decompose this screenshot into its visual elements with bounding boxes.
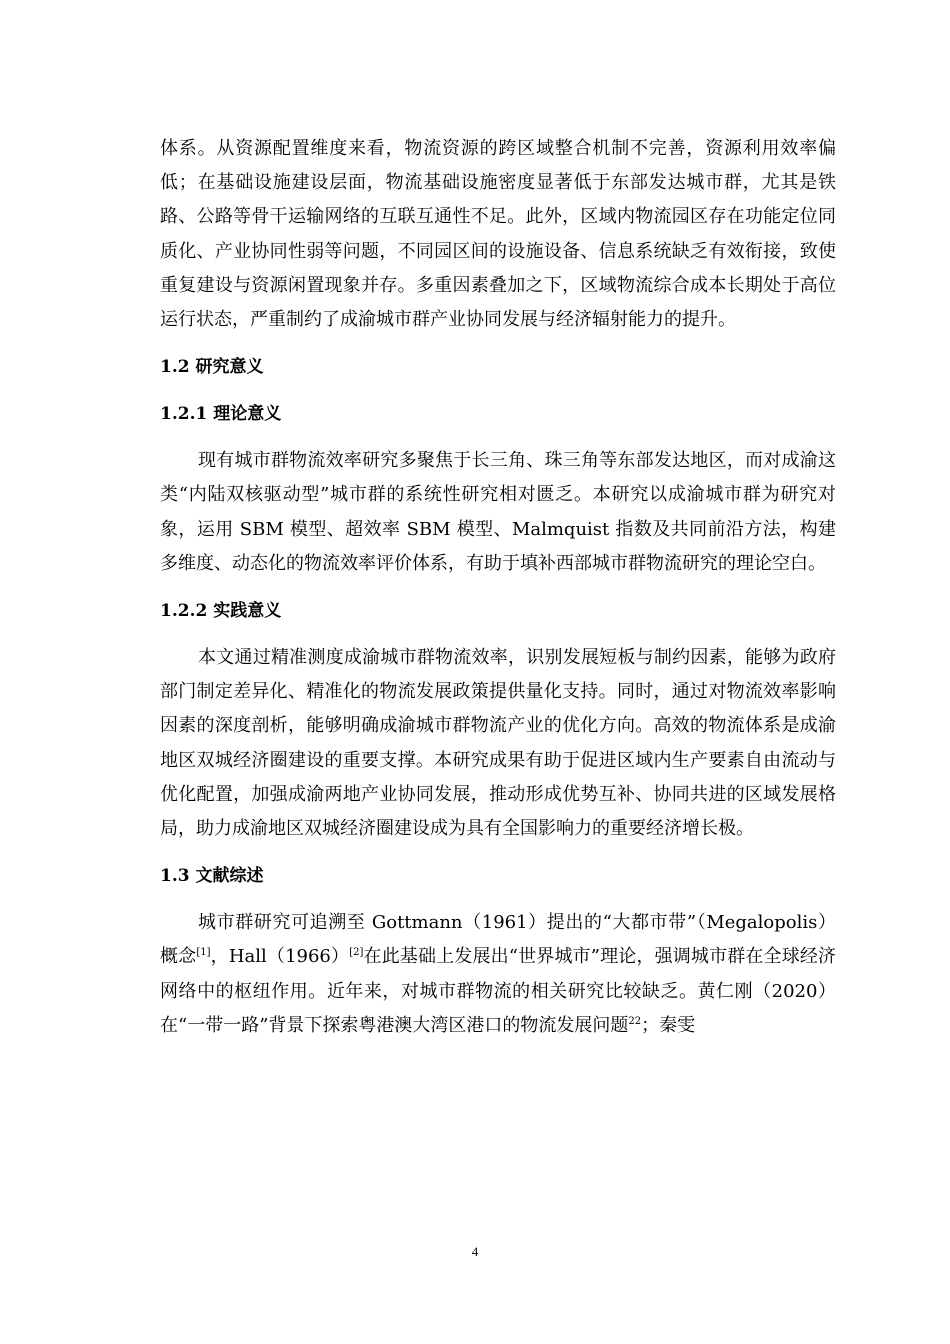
- paragraph-theoretical-significance: 现有城市群物流效率研究多聚焦于长三角、珠三角等东部发达地区，而对成渝这类“内陆双核驱动型”城市群的系统性研究相对匮乏。本研究以成渝城市群为研究对象，运用 SBM 模型、超效率 SBM 模型、Malmquist 指数及共同前沿方法，构建多维度、动态化的物流效率评价体系，有助于填补西部城市群物流研究的理论空白。: [160, 450, 836, 574]
- citation-ref-22: 22: [628, 1015, 642, 1027]
- paragraph-literature-review: [160, 906, 836, 1043]
- heading-1-2-1-theoretical-significance: 1.2.1 理论意义: [160, 404, 282, 425]
- paragraph-practical-significance: 本文通过精准测度成渝城市群物流效率，识别发展短板与制约因素，能够为政府部门制定差异化、精准化的物流发展政策提供量化支持。同时，通过对物流效率影响因素的深度剖析，能够明确成渝城市群物流产业的优化方向。高效的物流体系是成渝地区双城经济圈建设的重要支撑。本研究成果有助于促进区域内生产要素自由流动与优化配置，加强成渝两地产业协同发展，推动形成优势互补、协同共进的区域发展格局，助力成渝地区双城经济圈建设成为具有全国影响力的重要经济增长极。: [160, 647, 836, 840]
- heading-1-2-2-practical-significance: 1.2.2 实践意义: [160, 601, 282, 622]
- heading-1-2-research-significance: 1.2 研究意义: [160, 357, 264, 378]
- literature-text-part-2: ，Hall（1966）: [210, 946, 350, 968]
- page-number: 4: [471, 1244, 479, 1259]
- citation-ref-1: [1]: [196, 947, 211, 959]
- document-body: [160, 132, 836, 1043]
- literature-text-part-3: 在此基础上发展出“世界城市”理论，强调城市群在全球经济网络中的枢纽作用。近年来，对城市群物流的相关研究比较缺乏。黄仁刚（2020）在“一带一路”背景下探索粤港澳大湾区港口的物流发展问题: [160, 946, 837, 1036]
- literature-text-part-1: 城市群研究可追溯至 Gottmann（1961）提出的“大都市带”（Megalopolis）概念: [160, 912, 836, 968]
- heading-1-3-literature-review: 1.3 文献综述: [160, 866, 264, 887]
- paragraph-background-continued: 体系。从资源配置维度来看，物流资源的跨区域整合机制不完善，资源利用效率偏低；在基础设施建设层面，物流基础设施密度显著低于东部发达城市群，尤其是铁路、公路等骨干运输网络的互联互通性不足。此外，区域内物流园区存在功能定位同质化、产业协同性弱等问题，不同园区间的设施设备、信息系统缺乏有效衔接，致使重复建设与资源闲置现象并存。多重因素叠加之下，区域物流综合成本长期处于高位运行状态，严重制约了成渝城市群产业协同发展与经济辐射能力的提升。: [160, 138, 836, 331]
- literature-text-part-4: ；秦雯: [641, 1014, 696, 1036]
- citation-ref-2: [2]: [349, 947, 364, 959]
